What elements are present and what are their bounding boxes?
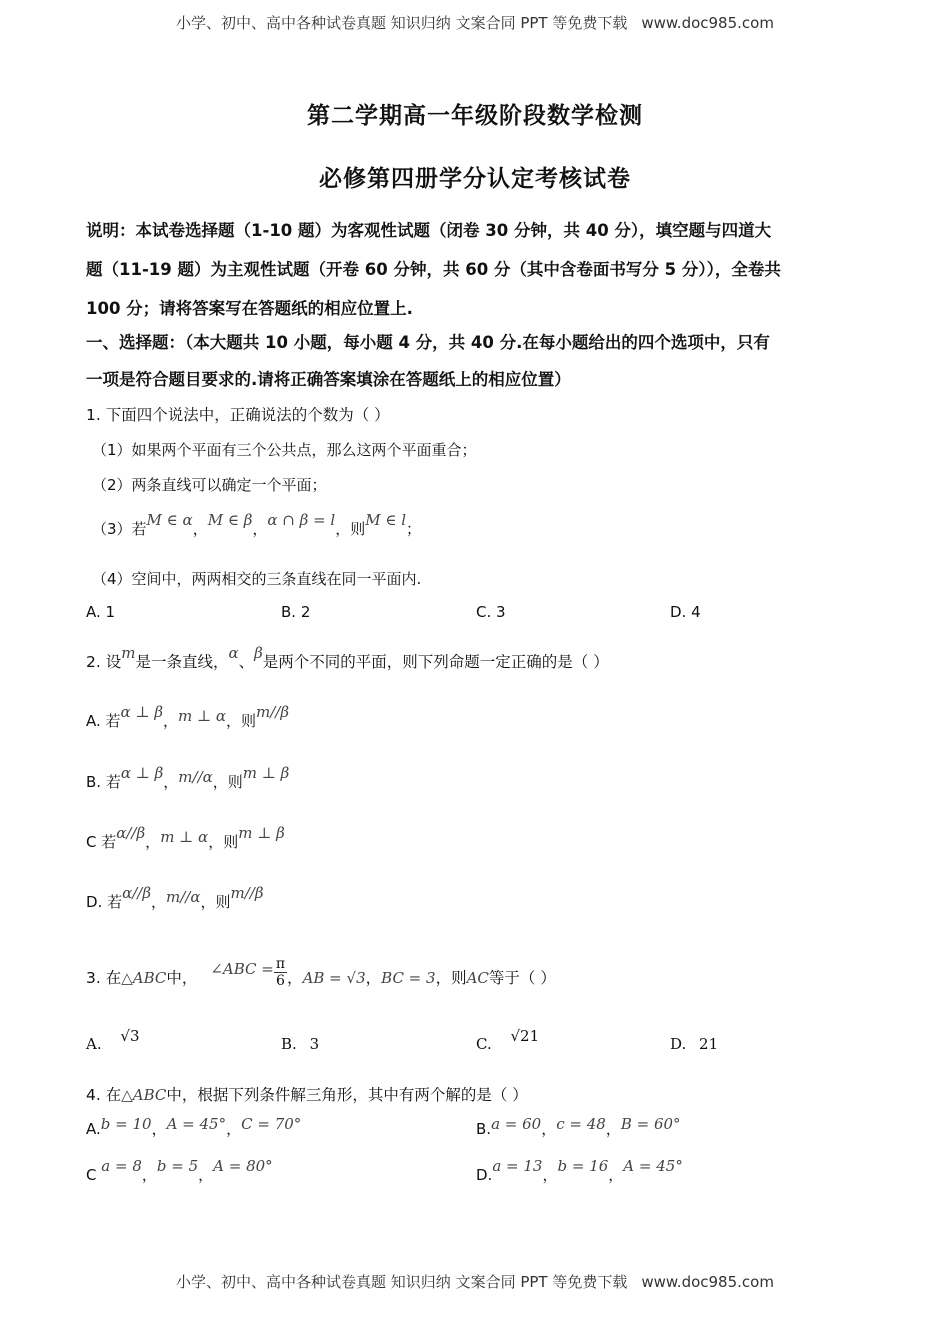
- q4-stem: [86, 1083, 528, 1105]
- q1-statement-4: （4）空间中，两两相交的三条直线在同一平面内.: [92, 570, 422, 588]
- q1-option-a[interactable]: A. 1: [86, 603, 116, 621]
- q1-option-c[interactable]: C. 3: [476, 603, 506, 621]
- q3-pre: 3. 在: [86, 969, 122, 987]
- q3-option-a[interactable]: [86, 1027, 140, 1053]
- q4-b-sep-1: ，: [541, 1120, 557, 1138]
- q2-d-sep-1: ，: [151, 893, 167, 911]
- q4-option-a[interactable]: [86, 1115, 302, 1139]
- q4-a-v2: A = 45°: [166, 1115, 227, 1133]
- q1-s3-sep-3: ，则: [335, 520, 366, 538]
- q3-angle: ∠ABC =: [210, 960, 274, 978]
- q3-b-label: B.: [281, 1035, 297, 1053]
- q4-a-sep-2: ，: [226, 1120, 242, 1138]
- q1-statement-1: （1）如果两个平面有三个公共点，那么这两个平面重合；: [92, 441, 477, 459]
- footer-text: 小学、初中、高中各种试卷真题 知识归纳 文案合同 PPT 等免费下载: [176, 1273, 628, 1291]
- q2-d-label: D. 若: [86, 893, 123, 911]
- q3-option-c[interactable]: [476, 1027, 540, 1053]
- q4-a-v1: b = 10: [100, 1115, 152, 1133]
- q1-statement-3: [92, 511, 422, 539]
- section-heading-line-2: 一项是符合题目要求的.请将正确答案填涂在答题纸上的相应位置）: [86, 370, 571, 389]
- q1-s3-prefix: （3）若: [92, 520, 147, 538]
- q2-a-sep-1: ，: [163, 712, 179, 730]
- q4-option-d[interactable]: [476, 1157, 683, 1185]
- q2-c-math-1: α//β: [116, 824, 146, 842]
- q3-d-label: D.: [670, 1035, 687, 1053]
- q1-s3-math-2: M ∈ β: [207, 511, 253, 529]
- q3-option-b[interactable]: [281, 1035, 319, 1053]
- q2-c-sep-2: ，则: [208, 833, 239, 851]
- q4-d-v3: A = 45°: [623, 1157, 683, 1175]
- q2-math-alpha: α: [228, 644, 239, 662]
- footer-url[interactable]: www.doc985.com: [641, 1273, 774, 1291]
- q4-c-v2: b = 5: [156, 1157, 199, 1175]
- q4-d-v2: b = 16: [557, 1157, 609, 1175]
- q4-c-label: C: [86, 1166, 97, 1184]
- q3-b-value: 3: [309, 1035, 320, 1053]
- q2-d-math-2: m//α: [166, 888, 201, 906]
- q2-d-math-1: α//β: [122, 884, 152, 902]
- q2-sep: 、: [238, 653, 255, 671]
- q4-b-v1: a = 60: [491, 1115, 542, 1133]
- q4-d-sep-1: ，: [542, 1166, 558, 1184]
- q3-ac: AC: [466, 969, 489, 987]
- q3-sep-2: ，: [365, 969, 382, 987]
- q4-d-v1: a = 13: [492, 1157, 543, 1175]
- q4-b-v2: c = 48: [556, 1115, 606, 1133]
- q1-s3-sep-2: ，: [252, 520, 268, 538]
- q2-d-sep-2: ，则: [200, 893, 231, 911]
- q4-triangle: △ABC: [121, 1086, 167, 1104]
- q2-option-a[interactable]: [86, 703, 290, 731]
- q2-c-math-3: m ⊥ β: [238, 824, 285, 842]
- q3-option-d[interactable]: [670, 1035, 718, 1053]
- section-heading-line-1: 一、选择题：（本大题共 10 小题，每小题 4 分，共 40 分.在每小题给出的四个选项中，只有: [86, 333, 770, 352]
- q3-c-label: C.: [476, 1035, 492, 1053]
- q3-fraction: [274, 956, 287, 989]
- q2-option-b[interactable]: [86, 764, 290, 792]
- q2-a-sep-2: ，则: [226, 712, 257, 730]
- q4-c-sep-1: ，: [141, 1166, 157, 1184]
- q2-d-math-3: m//β: [230, 884, 264, 902]
- q1-s3-math-3: α ∩ β = l: [267, 511, 336, 529]
- q2-a-label: A. 若: [86, 712, 121, 730]
- q2-a-math-3: m//β: [256, 703, 290, 721]
- q1-s3-end: ；: [406, 520, 422, 538]
- q4-c-v3: A = 80°: [213, 1157, 273, 1175]
- q3-a-label: A.: [86, 1035, 102, 1053]
- q3-sep-3: ，则: [435, 969, 467, 987]
- instructions-line-1: 说明：本试卷选择题（1-10 题）为客观性试题（闭卷 30 分钟，共 40 分），填空题与四道大: [86, 221, 772, 240]
- q1-s3-sep-1: ，: [192, 520, 208, 538]
- q4-b-sep-2: ，: [605, 1120, 621, 1138]
- q4-b-label: B.: [476, 1120, 492, 1138]
- q2-math-m: m: [121, 644, 136, 662]
- q4-option-b[interactable]: [476, 1115, 681, 1139]
- q4-a-sep-1: ，: [151, 1120, 167, 1138]
- q3-a-value: √3: [120, 1027, 140, 1045]
- q1-statement-2: （2）两条直线可以确定一个平面；: [92, 476, 327, 494]
- q2-mid-1: 是一条直线，: [135, 653, 229, 671]
- q4-a-v3: C = 70°: [241, 1115, 302, 1133]
- instructions-line-2: 题（11-19 题）为主观性试题（开卷 60 分钟，共 60 分（其中含卷面书写分 5 分）），全卷共: [86, 260, 781, 279]
- q4-d-label: D.: [476, 1166, 493, 1184]
- header-text: 小学、初中、高中各种试卷真题 知识归纳 文案合同 PPT 等免费下载: [176, 14, 628, 32]
- q4-pre: 4. 在: [86, 1086, 122, 1104]
- q2-b-label: B. 若: [86, 773, 121, 791]
- q3-bc: BC = 3: [381, 969, 436, 987]
- q3-d-value: 21: [699, 1035, 719, 1053]
- q2-c-math-2: m ⊥ α: [160, 828, 209, 846]
- q2-option-d[interactable]: [86, 884, 264, 912]
- q2-b-math-1: α ⊥ β: [120, 764, 164, 782]
- q2-a-math-2: m ⊥ α: [178, 707, 227, 725]
- q3-mid: 中，: [166, 969, 198, 987]
- q1-s3-math-1: M ∈ α: [146, 511, 193, 529]
- q2-b-math-2: m//α: [178, 768, 213, 786]
- q2-c-label: C 若: [86, 833, 117, 851]
- q3-frac-num: π: [275, 956, 286, 972]
- q2-c-sep-1: ，: [145, 833, 161, 851]
- q2-mid-2: 是两个不同的平面，则下列命题一定正确的是（ ）: [262, 653, 609, 671]
- q1-s3-math-4: M ∈ l: [365, 511, 407, 529]
- exam-title: 第二学期高一年级阶段数学检测: [307, 103, 643, 129]
- q3-end: 等于（ ）: [488, 969, 556, 987]
- q3-c-value: √21: [510, 1027, 540, 1045]
- q2-b-math-3: m ⊥ β: [242, 764, 290, 782]
- instructions-line-3: 100 分；请将答案写在答题纸的相应位置上.: [86, 299, 413, 318]
- q2-math-beta: β: [254, 644, 263, 662]
- q2-option-c[interactable]: [86, 824, 285, 852]
- q4-end: 中，根据下列条件解三角形，其中有两个解的是（ ）: [166, 1086, 528, 1104]
- q4-b-v3: B = 60°: [620, 1115, 681, 1133]
- q1-option-d[interactable]: D. 4: [670, 603, 701, 621]
- q2-b-sep-1: ，: [163, 773, 179, 791]
- q3-sep-1: ，: [287, 969, 303, 987]
- q3-ab: AB = √3: [302, 969, 366, 987]
- q4-d-sep-2: ，: [608, 1166, 624, 1184]
- q4-a-label: A.: [86, 1120, 101, 1138]
- q4-option-c[interactable]: [86, 1157, 273, 1185]
- q2-pre: 2. 设: [86, 653, 122, 671]
- q2-b-sep-2: ，则: [212, 773, 243, 791]
- exam-subtitle: 必修第四册学分认定考核试卷: [319, 166, 631, 192]
- q1-stem: 1. 下面四个说法中，正确说法的个数为（ ）: [86, 406, 390, 424]
- q3-stem: [86, 956, 556, 995]
- q2-stem: [86, 644, 609, 672]
- q1-option-b[interactable]: B. 2: [281, 603, 311, 621]
- q3-frac-den: 6: [275, 973, 285, 989]
- q3-triangle: △ABC: [121, 969, 167, 987]
- q2-a-math-1: α ⊥ β: [120, 703, 163, 721]
- q4-c-sep-2: ，: [198, 1166, 214, 1184]
- page-footer: [0, 1271, 950, 1292]
- page-header: [0, 12, 950, 33]
- header-url[interactable]: www.doc985.com: [641, 14, 774, 32]
- q4-c-v1: a = 8: [101, 1157, 142, 1175]
